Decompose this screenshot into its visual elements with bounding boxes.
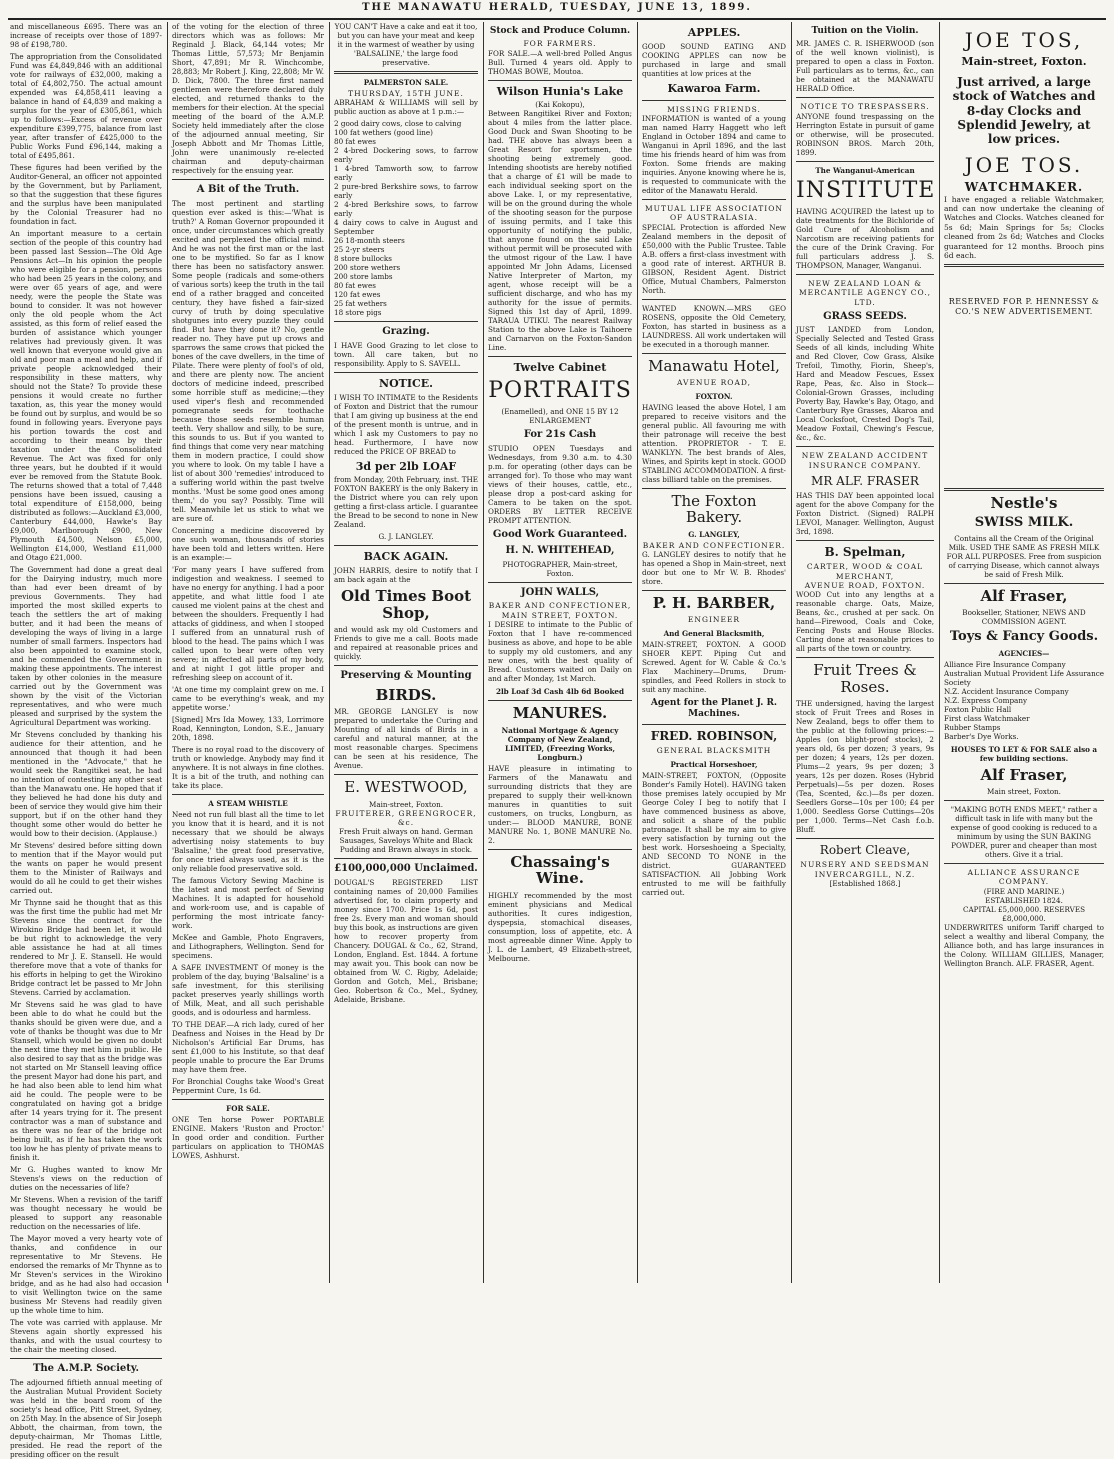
trespass-heading: NOTICE TO TRESPASSERS.	[800, 102, 930, 112]
article-paragraph: A SAFE INVESTMENT Of money is the problem of the day, buying 'Balsaline' is a safe investment, for this sterilising packet preserves yearly shillings worth of Milk, Meat, and all such perishable goods, and is odourless and harmless.	[172, 962, 324, 1017]
advert-text: G. LANGLEY desires to notify that he has opened a Shop in Main-street, next door but one to Mr W. B. Rhodes' store.	[642, 549, 786, 586]
joe-tos-address: Main-street, Foxton.	[961, 55, 1087, 68]
robinson-sub: Practical Horseshoer,	[670, 759, 758, 769]
divider	[944, 863, 1104, 864]
article-paragraph: McKee and Gamble, Photo Engravers, and Lithographers, Wellington. Send for specimens.	[172, 932, 324, 960]
divider	[172, 794, 324, 795]
hotel-address: AVENUE ROAD,	[676, 378, 752, 388]
bakery-trade: BAKER AND CONFECTIONER.	[642, 540, 786, 550]
robinson-trade: GENERAL BLACKSMITH	[656, 746, 772, 756]
cleave-heading: Robert Cleave,	[819, 843, 911, 858]
advert-text: THE undersigned, having the largest stock of Fruit Trees and Roses in New Zealand, begs to offer them to the public at the following prices:— Apples (on blight-proof stocks), 2 years old, 6s per dozen; 3 years, 9s per dozen; 4 years, 12s per dozen. Plums—2 years, 9s per dozen; 3 years, 12s per dozen. Roses (Hybrid Perpetuals)—5s per dozen. Roses (Tea, Scented, &c.)—8s per dozen. Seedlers Gorse—10s per 100; £4 per 1,000. Seedless Gorse Cuttings—20s per 1,000. Terms—Net Cash f.o.b. Bluff.	[796, 699, 934, 835]
agency-item: N.Z. Express Company	[944, 695, 1028, 705]
walls-price: 2lb Loaf 3d Cash 4lb 6d Booked	[495, 687, 625, 697]
bread-price: 3d per 2lb LOAF	[355, 459, 457, 473]
toys-heading: Toys & Fancy Goods.	[949, 629, 1099, 645]
bakery-heading: The Foxton Bakery.	[671, 491, 757, 526]
advert-text: INFORMATION is wanted of a young man named Harry Haggett who left England in October 1894 and came to Wanganui in April 1896, and the last time his friends heard of him was from Foxton. Some friends are making inquiries. Anyone knowing where he is, is requested to communicate with the editor of the Manawatu Herald.	[642, 113, 786, 195]
mutual-heading: MUTUAL LIFE ASSOCIATION OF AUSTRALASIA.	[645, 203, 783, 223]
divider	[642, 199, 786, 200]
sale-item: 80 fat ewes	[334, 281, 376, 291]
article-paragraph: The Government had done a great deal for the Dairying industry, much more than had ever been dreamt of by previous Governments. They had imported the most skilled experts to teach the settlers the art of making butter, and it had been the means of developing the ways of living in a large number of small farmers. Inspectors had also been appointed to examine stock, and he commended the Government in making these appointments. The interest taken by other colonies in the measure carried out by the Government was shown by the visit of the Victorian representatives, and who were much pleased and surprised by the system the Agricultural Department was working.	[10, 565, 162, 727]
spelman-trade: CARTER, WOOD & COAL MERCHANT,	[806, 562, 924, 581]
westwood-heading: E. WESTWOOD,	[344, 778, 468, 797]
portraits-heading: Twelve Cabinet	[513, 361, 607, 375]
portraits-text: (Enamelled), and ONE 15 BY 12 ENLARGEMENT	[501, 407, 619, 426]
sale-item: 1 4-bred Tamworth sow, to farrow early	[334, 164, 478, 183]
reserved-notice: RESERVED FOR P. HENNESSY & CO.'S NEW ADVERTISEMENT.	[948, 297, 1100, 317]
divider	[796, 161, 934, 162]
divider	[172, 1099, 324, 1100]
column-5	[638, 22, 790, 1283]
divider	[642, 590, 786, 591]
divider	[642, 299, 786, 300]
robinson-heading: FRED. ROBINSON,	[650, 729, 778, 744]
institute-pre: The Wanganui-American	[815, 165, 915, 175]
article-paragraph: and miscellaneous £695. There was an increase of receipts over those of 1897-98 of £198,780.	[10, 22, 162, 49]
alliance-heading: ALLIANCE ASSURANCE COMPANY.	[967, 868, 1081, 887]
portraits-price: For 21s Cash	[523, 429, 597, 441]
advert-text: I DESIRE to intimate to the Public of Foxton that I have re-commenced business as above, and hope to be able to supply my old customers, and any new ones, with the best quality of Bread. Customers waited on Daily on and after Monday, 1st March.	[488, 620, 632, 684]
agency-item: Foxton Public Hall	[944, 704, 1012, 714]
sale-item: 2 pure-bred Berkshire sows, to farrow early	[334, 182, 478, 201]
advert-text: STUDIO OPEN Tuesdays and Wednesdays, from 9.30 a.m. to 4.30 p.m. for operating (other days can be arranged for). To those who may want views of their houses, cattle, etc., please drop a post-card asking for Camera to be taken on the spot. ORDERS BY LETTER RECEIVE PROMPT ATTENTION.	[488, 443, 632, 525]
divider	[642, 353, 786, 354]
photographer-trade: PHOTOGRAPHER, Main-street, Foxton.	[502, 559, 618, 578]
article-paragraph: TO THE DEAF.—A rich lady, cured of her Deafness and Noises in the Head by Dr Nicholson's Artificial Ear Drums, has sent £1,000 to his Institute, so that deaf people unable to procure the Ear Drums may have them free.	[172, 1019, 324, 1074]
advert-text: ANYONE found trespassing on the Herrington Estate in pursuit of game or otherwise, will be prosecuted. ROBINSON BROS. March 20th, 1899.	[796, 111, 934, 157]
wine-heading: Chassaing's Wine.	[510, 852, 610, 888]
sale-item: 2 4-bred Dockering sows, to farrow early	[334, 146, 478, 165]
advert-text: GOOD SOUND EATING AND COOKING APPLES can now be purchased in large and small quantities at low prices at the	[642, 41, 786, 78]
amp-heading: The A.M.P. Society.	[32, 1363, 140, 1374]
advert-text: ONE Ten horse Power PORTABLE ENGINE. Makers 'Ruston and Proctor.' In good order and condition. Further particulars on application to THOMAS LOWES, Ashhurst.	[172, 1114, 324, 1160]
article-paragraph: Mr Stevens' desired before sitting down to mention that if the Mayor would put the wants on paper he would present them to the Minister of Railways and would do all he could to get their wishes carried out.	[10, 841, 162, 895]
hotel-town: FOXTON.	[695, 391, 733, 401]
alliance-text: UNDERWRITES uniform Tariff charged to select a wealthy and liberal Company, the Alliance both, and has large insurances in the Colony. WILLIAM GILLIES, Manager, Wellington Branch. ALF. FRASER, Agent.	[944, 922, 1104, 968]
sale-heading: PALMERSTON SALE.	[363, 78, 449, 87]
divider	[334, 372, 478, 373]
sale-item: 200 store lambs	[334, 272, 393, 282]
divider	[334, 858, 478, 859]
advert-text: MR. JAMES C. R. ISHERWOOD (son of the well known violinist), is prepared to open a class in Foxton. Full particulars as to terms, &c., can be obtained at the MANAWATU HERALD Office.	[796, 39, 934, 94]
apples-heading: APPLES.	[687, 26, 741, 39]
advert-text: DOUGAL'S REGISTERED LIST containing names of 20,000 Families advertised for, to claim property and money since 1700. Price 1s 6d, post free 2s. Every man and woman should buy this book, as instructions are given how to recover property from Chancery. DOUGAL & Co., 62, Strand, London, England. Est. 1844. A fortune may await you. This book can now be obtained from W. C. Rigby, Adelaide; Gordon and Gotch, Mel., Brisbane; Geo. Robertson & Co., Mel., Sydney, Adelaide, Brisbane.	[334, 877, 478, 1004]
advert-text: JOHN HARRIS, desire to notify that I am back again at the	[334, 566, 478, 585]
article-paragraph: [Signed] Mrs Ida Mowey, 133, Lorrimore Road, Kennington, London, S.E., January 20th, 1898.	[172, 714, 324, 742]
cleave-trade: NURSERY AND SEEDSMAN	[800, 860, 930, 870]
nestle-text: Contains all the Cream of the Original Milk. USED THE SAME AS FRESH MILK FOR ALL PURPOSES. Free from suspicion of carrying Disease, which cannot always be said of Fresh Milk.	[946, 533, 1102, 579]
trees-heading: Fruit Trees & Roses.	[813, 661, 917, 696]
advert-text: ABRAHAM & WILLIAMS will sell by public auction as above at 1 p.m.:—	[334, 98, 478, 117]
divider	[796, 838, 934, 839]
sale-item: 25 fat wethers	[334, 299, 387, 309]
barber-trade: ENGINEER	[687, 615, 741, 625]
sale-item: 2 4-bred Berkshire sows, to farrow early	[334, 200, 478, 219]
article-paragraph: 'For many years I have suffered from indigestion and weakness. I seemed to have no energy for anything. I had a poor appetite, and what little food I ate caused me violent pains at the chest and between the shoulders. Frequently I had attacks of giddiness, and when I stooped I suffered from an unnatural rush of blood to the head. The pains which I was called upon to bear were often very severe; in affected all parts of my body, and at night I got little proper and refreshing sleep on account of it.	[172, 564, 324, 682]
advert-text: HAVE pleasure in intimating to Farmers of the Manawatu and surrounding districts that they are prepared to supply their well-known manures in quantities to suit customers, on trucks, Longburn, as under:— BLOOD MANURE, BONE MANURE No. 1, BONE MANURE No. 2.	[488, 763, 632, 845]
institute-heading: INSTITUTE	[796, 177, 936, 203]
spelman-heading: B. Spelman,	[824, 545, 906, 560]
notice-heading: NOTICE.	[379, 376, 433, 390]
produce-sub: FOR FARMERS.	[523, 39, 597, 49]
alliance-established: ESTABLISHED 1824.	[985, 895, 1063, 905]
article-paragraph: 'At one time my complaint grew on me. I came to be everything's weak, and my appetite worse.'	[172, 684, 324, 712]
cleave-town: INVERCARGILL, N.Z.	[814, 869, 916, 879]
barber-heading: P. H. BARBER,	[652, 593, 776, 612]
sale-item: 26 18-month steers	[334, 236, 405, 246]
advert-text: and would ask my old Customers and Friends to give me a call. Boots made and repaired at reasonable prices and quickly.	[334, 625, 478, 662]
divider	[334, 774, 478, 775]
article-paragraph: Mr Stevens. When a revision of the tariff was thought necessary he would be pleased to support any reasonable reduction on the necessaries of life.	[10, 1195, 162, 1231]
article-paragraph: The famous Victory Sewing Machine is the latest and most perfect of Sewing Machines. It is adapted for household and work-room use, and is capable of performing the most intricate fancy-work.	[172, 875, 324, 930]
watchmaker-heading: WATCHMAKER.	[964, 179, 1084, 194]
nestle-sub: SWISS MILK.	[974, 514, 1074, 530]
column-4	[484, 22, 636, 1283]
advert-text: Between Rangitikei River and Foxton; about 4 miles from the latter place. Good Duck and Swan Shooting to be had. THE above has always been a Great Resort for sportsmen, the shooting being extremely good. Intending shootists are hereby notified that a charge of £1 will be made to each individual seeking sport on the above Lake. I, or my representative, will be on the ground during the whole of the shooting season for the purpose of issuing permits, and I take this opportunity of notifying the public, that anyone found on the said Lake without permit will be prosecuted with the utmost rigour of the Law. I have appointed Mr John Adams, Licensed Native Interpreter of Marton, my agent, whose receipt will be a sufficient discharge, and who has my authority for the issue of permits. Signed this 1st day of April, 1899. TARAUA UTIKU. The nearest Railway Station to the above Lake is Taihoere and Carnarvon on the Foxton-Sandon Line.	[488, 109, 632, 353]
bakery-name: G. LANGLEY,	[688, 529, 740, 539]
article-paragraph: The appropriation from the Consolidated Fund was £4,849,846 with an additional vote for railways of £32,000, making a total of £4,802,750. The actual amount expended was £4,858,411 leaving a balance in hand of £4,839 and making a surplus for the year of £305,861, which up to follows:—Excess of revenue over expenditure £399,775, balance from last year, after transfer of £425,000 to the Public Works Fund £96,144, making a total of £495,861.	[10, 52, 162, 160]
alliance-capital: CAPITAL £5,000,000. RESERVES £8,000,000.	[962, 904, 1086, 923]
divider	[488, 80, 632, 81]
article-paragraph: An important measure to a certain section of the people of this country had been passed last Session—The Old Age Pensions Act—In his opinion the people who were eligible for a pension, persons who had been 25 years in the colony, and were over 65 years of age, and were needy, were the people the State was bound to consider. It was not however only the old people whom the Act assisted, as this form of relief eased the burden of assistance which younger relatives had previously given. It was well known that everyone would give an old and poor man a meal and help, and if private people acknowledged their responsibility in these matters, why should not the State? To provide these pensions it would create no further taxation, as, this year the money would be found out by surplus, and would be so found in following years. Everyone pays his portion towards the cost and according to their means by their taxation under the Consolidated Revenue. The Act was fixed for only three years, but he doubted if it would ever be removed from the Statute Book. The returns showed that a total of 7,448 pensions have been issued, causing a total expenditure of £158,000, being distributed as follows:—Auckland £3,000, Canterbury £44,000, Hawke's Bay £9,000, Marlborough £900, New Plymouth £4,500, Nelson £5,000, Wellington £14,000, Westland £11,000 and Otago £21,000.	[10, 229, 162, 562]
joe-tos-heading-2: JOE TOS.	[964, 152, 1084, 177]
advert-text: WANTED KNOWN.—MRS GEO ROSENS, opposite the Old Cemetery, Foxton, has started in business as a LAUNDRESS. All work undertaken will be executed in a thorough manner.	[642, 303, 786, 349]
agency-item: Alliance Fire Insurance Company	[944, 659, 1066, 669]
guarantee-heading: Good Work Guaranteed.	[492, 528, 628, 540]
sunbaking-text: "MAKING BOTH ENDS MEET," rather a difficult task in life with many but the expense of good cooking is reduced to a minimum by using the SUN BAKING POWDER, purer and cheaper than most others. Give it a trial.	[950, 805, 1098, 860]
produce-heading: Stock and Produce Column.	[489, 26, 631, 36]
westwood-address: Main-street, Foxton.	[368, 799, 444, 809]
advert-text: WOOD Cut into any lengths at a reasonable charge. Oats, Maize, Beans, &c., crushed at per sack. On hand—Firewood, Coals and Coke, Fencing Posts and House Blocks. Carting done at reasonable prices to all parts of the town or country.	[796, 590, 934, 654]
alliance-sub: (FIRE AND MARINE.)	[983, 886, 1065, 896]
divider	[642, 488, 786, 489]
agency-item: N.Z. Accident Insurance Company	[944, 686, 1069, 696]
joe-tos-heading: JOE TOS,	[964, 28, 1084, 52]
whistle-heading: A STEAM WHISTLE	[208, 798, 288, 808]
accident-heading: NEW ZEALAND ACCIDENT INSURANCE COMPANY.	[801, 451, 929, 470]
advert-text: HAVING leased the above Hotel, I am prepared to receive visitors and the general public. All favouring me with their patronage will receive the best attention. PROPRIETOR - T. E. WANKLYN. The best brands of Ales, Wines, and Spirits kept in stock. GOOD STABLING ACCOMMODATION. A first-class billiard table on the premises.	[642, 402, 786, 484]
divider	[10, 1358, 162, 1359]
advert-text: Fresh Fruit always on hand. German Sausages, Saveloys White and Black Pudding and Brawn always in stock.	[339, 827, 473, 855]
grazing-heading: Grazing.	[382, 326, 430, 338]
agency-item: Australian Mutual Provident Life Assurance Society	[944, 668, 1104, 687]
missing-heading: MISSING FRIENDS.	[667, 104, 761, 114]
article-paragraph: Mr Thynne said he thought that as this was the first time the public had met Mr Stevens since the contract for the Wirokino Bridge had been let, it would be but right to acknowledge the very able assistance he had at all times rendered to Mr J. E. Stansell. He would therefore move that a vote of thanks for his efforts in helping to get the Wirokino Bridge contract let be passed to Mr John Stevens. Carried by acclamation.	[10, 898, 162, 997]
column-6	[792, 22, 938, 1283]
unclaimed-heading: £100,000,000 Unclaimed.	[334, 863, 478, 875]
hotel-heading: Manawatu Hotel,	[648, 356, 780, 375]
manures-heading: MANURES.	[512, 704, 608, 723]
article-paragraph: For Bronchial Coughs take Wood's Great Peppermint Cure, 1s 6d.	[172, 1076, 324, 1095]
joe-tos-advert	[940, 22, 1108, 482]
divider	[944, 488, 1104, 491]
sale-item: 120 fat ewes	[334, 290, 381, 300]
sale-item: 8 store bullocks	[334, 254, 392, 264]
westwood-trade: FRUITERER, GREENGROCER, &c.	[335, 808, 477, 827]
article-paragraph: Concerning a medicine discovered by one such woman, thousands of stories have been told and letters written. Here is an example:—	[172, 525, 324, 562]
divider	[944, 264, 1104, 267]
sale-item: 80 fat ewes	[334, 137, 376, 147]
advert-text: HAS THIS DAY been appointed local agent for the above Company for the Foxton District. (Signed) RALPH LEVOI, Manager. Wellington, August 3rd, 1898.	[796, 491, 934, 537]
divider	[796, 97, 934, 98]
advert-signature: G. J. LANGLEY.	[378, 532, 434, 542]
sale-item: 200 store wethers	[334, 263, 401, 273]
sale-item: 4 dairy cows to calve in August and September	[334, 218, 478, 237]
fraser2-heading: Alf Fraser,	[980, 765, 1068, 784]
spelman-address: AVENUE ROAD, FOXTON.	[804, 580, 926, 590]
agency-item: Barber's Dye Works.	[944, 731, 1019, 741]
article-paragraph: Mr G. Hughes wanted to know Mr Stevens's views on the reduction of duties on the necessaries of life?	[10, 1165, 162, 1192]
advert-text: I HAVE Good Grazing to let close to town. All care taken, but no responsibility. Apply to S. SAVELL.	[334, 340, 478, 368]
boot-shop-heading: Old Times Boot Shop,	[340, 587, 472, 622]
divider	[488, 356, 632, 357]
back-heading: BACK AGAIN.	[363, 550, 449, 564]
right-lower-column	[940, 484, 1108, 1283]
apples-farm: Kawaroa Farm.	[667, 81, 761, 95]
divider	[642, 100, 786, 101]
houses-notice: HOUSES TO LET & FOR SALE also a few building sections.	[950, 744, 1098, 763]
advert-text: MR. GEORGE LANGLEY is now prepared to undertake the Curing and Mounting of all kinds of Birds in a careful and natural manner, at the most reasonable charges. Specimens can be seen at his residence, The Avenue.	[334, 707, 478, 771]
barber-sub: And General Blacksmith,	[663, 628, 765, 638]
column-2	[168, 22, 328, 1283]
article-paragraph: The adjourned fiftieth annual meeting of the Australian Mutual Provident Society was held in the board room of the society's head office, Pitt Street, Sydney, on 25th May. In the absence of Sir Joseph Abbott, the chairman, from town, the deputy-chairman, Mr Thomas Little, presided. He read the report of the presiding officer on the result	[10, 1377, 162, 1459]
article-paragraph: The most pertinent and startling question ever asked is this:—'What is truth?' A Roman Governor propounded it once, under circumstances which greatly excited and perplexed the official mind. And he was not the first man or the last one to be mystified. So far as I know there has been no satisfactory answer. Some people (radicals and some-others of various sorts) keep the truth in the tail end of a rather bragged and conceited century, they have fished a fair-sized curvy of truth by doing speculative shotgunes into every puzzle they could find. But have they done it? No, gentle reader no. They have put up crows and sparrows the same crows that picked the bones of the cave dwellers, in the time of Pilate. There were plenty of fool's of old, and there are plenty now. The ancient doctors of medicine indeed, prescribed some horrible stuff as medicine;—they used viper's flesh and recommended pomegranate seeds for toothache because those seeds resemble human teeth. Very shallow and silly, to be sure, this sounds to us. But if you wanted to find things that come very near matching them in modern practice, I could show you where to look. On my table I have a list of about 300 'remedies' introduced to a suffering world within the past twelve months. 'Must be some good ones among them,' do you say? Possibly. Time will tell. Meanwhile let us stick to what we are sure of.	[172, 198, 324, 523]
advert-text: I WISH TO INTIMATE to the Residents of Foxton and District that the rumour that I am giving up business at the end of the present month is untrue, and in which I ask my Customers to pay no head. Furthermore, I have now reduced the PRICE OF BREAD to	[334, 392, 478, 456]
walls-heading: JOHN WALLS,	[520, 586, 600, 598]
manures-company: National Mortgage & Agency Company of New Zealand, LIMITED, (Freezing Works, Longburn.)	[501, 725, 619, 762]
forsale-heading: FOR SALE.	[226, 1103, 270, 1113]
divider	[334, 545, 478, 546]
sale-item: 18 store pigs	[334, 308, 382, 318]
joe-tos-arrivals: Just arrived, a large stock of Watches and 8-day Clocks and Splendid Jewelry, at low prices.	[952, 74, 1096, 147]
advert-text: MAIN-STREET, FOXTON, (Opposite Bonder's Family Hotel). HAVING taken those premises lately occupied by Mr George Coley I beg to notify that I have commenced business as above, and solicit a share of the public patronage. It shall be my aim to give every satisfaction by turning out the best work. Horseshoeing a Specialty, AND SECOND TO NONE in the district. GUARANTEED SATISFACTION. All Jobbing Work entrusted to me will be faithfully carried out.	[642, 770, 786, 897]
cleave-established: [Established 1868.]	[829, 879, 901, 889]
advert-text: HAVING ACQUIRED the latest up to date treatments for the Bichloride of Gold Cure of Alcoholism and Narcotism are receiving patients for the cure of the Drink Craving. For full particulars address J. S. THOMPSON, Manager, Wanganui.	[796, 206, 934, 270]
advert-text: JUST LANDED from London, Specially Selected and Tested Grass Seeds of all kinds, including White and Red Clover, Cow Grass, Alsike Trefoil, Timothy, Fiorin, Sheep's, Hard and Meadow Fescues, Essex Rape, Peas, &c. Also in Stock—Colonial-Grown Grasses, including Poverty Bay, Hawke's Bay, Otago, and Canterbury Rye Grasses, Akaroa and Local Cocksfoot, Crested Dog's Tail, Meadow Foxtail, Chewing's Fescue, &c., &c.	[796, 325, 934, 443]
birds-title: BIRDS.	[375, 685, 437, 704]
article-paragraph: There is no royal road to the discovery of truth or knowledge. Anybody may find it anywhere. It is not always in fine clothes. It is a bit of the truth, and nothing can take its place.	[172, 744, 324, 790]
divider	[944, 583, 1104, 584]
article-paragraph: Need not run full blast all the time to let you know that it is heard, and it is not necessary that we should be always advertising noisy statements to buy 'Balsaline,' the great food preservative, for once tried always used, as it is the only reliable food preservative sold.	[172, 809, 324, 873]
article-paragraph: The Mayor moved a very hearty vote of thanks, and confidence in our representative to Mr Stevens. He endorsed the remarks of Mr Thynne as to Mr Steven's services in the Wirokino bridge, and as he had also had occasion to visit Wellington twice on the same business Mr Stevens had readily given up the whole time to him.	[10, 1234, 162, 1315]
divider	[796, 540, 934, 541]
sale-item: 2 good dairy cows, close to calving	[334, 119, 462, 129]
divider	[488, 849, 632, 850]
divider	[488, 700, 632, 701]
fraser1-trade: Bookseller, Stationer, NEWS AND COMMISSION AGENT.	[962, 608, 1086, 627]
article-paragraph: Mr Stevens said he was glad to have been able to do what he could but the thanks should be given were due, and a vote of thanks be thought was due to Mr Stansell, which would be given no doubt the next time they met him in public. He also desired to say that as the bridge was not started on Mr Stansell leaving office the present Mayor had done his part, and he had also been able to lend him what aid he could. The people were to be congratulated on having got a bridge after 14 years trying for it. The present contractor was a man of substance and as there was no fear of the bridge not being built, as if he has taken the work too low he has plenty of private means to finish it.	[10, 1000, 162, 1162]
divider	[334, 665, 478, 666]
divider	[334, 321, 478, 322]
advert-text: HIGHLY recommended by the most eminent physicians and Medical authorities. It cures indigestion, dyspepsia, stomachical diseases, consumption, loss of appetite, etc. A most agreeable dinner Wine. Apply to J. L. de Lambert, 49 Elizabeth-street, Melbourne.	[488, 890, 632, 963]
column-1	[6, 22, 166, 1459]
divider	[334, 71, 478, 74]
birds-heading: Preserving & Mounting	[340, 670, 472, 682]
divider	[796, 446, 934, 447]
agency-item: Rubber Stamps	[944, 722, 1001, 732]
seeds-heading: GRASS SEEDS.	[823, 310, 907, 322]
agency-item: First class Watchmaker	[944, 713, 1030, 723]
column-3	[330, 22, 482, 1283]
loan-heading: NEW ZEALAND LOAN & MERCANTILE AGENCY CO., LTD.	[798, 278, 932, 307]
truth-heading: A Bit of the Truth.	[196, 184, 300, 195]
photographer-name: H. N. WHITEHEAD,	[505, 545, 615, 557]
sale-date: THURSDAY, 15TH JUNE.	[348, 89, 464, 98]
watchmaker-text: I have engaged a reliable Watchmaker, and can now undertake the cleaning of Watches and Clocks. Watches cleaned for 5s 6d; Main Springs for 5s; Clocks cleaned from 2s 6d; Watches and Clocks guaranteed for 12 months. Brooch pins 6d each.	[944, 194, 1104, 260]
violin-heading: Tuition on the Violin.	[811, 26, 919, 36]
article-paragraph: Mr Stevens concluded by thanking his audience for their attention, and he announced that though it had been mentioned in the "Advocate," that he would seek the Rangitikei seat, he had no intention of contesting any other seat than the Manawatu one. He hoped that if they believed he had done his duty and been of service they would give him their support, but if on the other hand they thought some other would do better he would bow to their decision. (Applause.)	[10, 730, 162, 838]
divider	[642, 724, 786, 725]
advert-text: MAIN-STREET, FOXTON. A GOOD SHOER KEPT. Piping Cut and Screwed. Agent for W. Cable & Co.'s Flax Machinery—Drums, Drum-spindles, and Feed Rollers in stock to suit any machine.	[642, 639, 786, 694]
portraits-title: PORTRAITS	[488, 378, 632, 404]
divider	[172, 179, 324, 180]
divider	[796, 274, 934, 275]
fraser1-heading: Alf Fraser,	[980, 586, 1068, 605]
advert-text: FOR SALE.—A well-bred Polled Angus Bull. Turned 4 years old. Apply to THOMAS BOWE, Moutoa.	[488, 48, 632, 76]
divider	[796, 657, 934, 658]
article-paragraph: of the voting for the election of three directors which was as follows: Mr Reginald J. Black, 64,144 votes; Mr Thomas Little, 57,573; Mr Benjamin Short, 47,891; Mr R. Winchcombe, 28,883; Mr Robert J. King, 22,808; Mr W. D. Dick, 7800. The three first named gentlemen were therefore declared duly elected, and returned thanks to the members for their election. At the special meeting of the board of the A.M.P. Society held immediately after the close of the adjourned annual meeting, Sir Joseph Abbott and Mr Thomas Little, John were unanimously re-elected chairman and deputy-chairman respectively for the ensuing year.	[172, 22, 324, 175]
lake-heading: Wilson Hunia's Lake	[496, 84, 624, 98]
article-paragraph: The vote was carried with applause. Mr Stevens again shortly expressed his thanks, and with the usual courtesy to the chair the meeting closed.	[10, 1318, 162, 1354]
article-paragraph: These figures had been verified by the Auditor-General, an officer not appointed by the Government, but by Parliament, so that the suggestion that these figures and the surplus have been manipulated by the Colonial Treasurer had no foundation in fact.	[10, 163, 162, 226]
fraser-heading: MR ALF. FRASER	[811, 474, 919, 489]
divider	[944, 800, 1104, 801]
nestle-heading: Nestle's	[990, 494, 1058, 512]
advert-text: SPECIAL Protection is afforded New Zealand members in the deposit of £50,000 with the Public Trustee. Table A.B. offers a first-class investment with a good rate of interest. ARTHUR B. GIBSON, Resident Agent. District Office, Mutual Chambers, Palmerston North.	[642, 222, 786, 295]
sale-item: 100 fat wethers (good line)	[334, 128, 433, 138]
fraser2-address: Main street, Foxton.	[987, 787, 1061, 797]
sale-item: 25 2-yr steers	[334, 245, 385, 255]
masthead: THE MANAWATU HERALD, TUESDAY, JUNE 13, 1899.	[8, 2, 1106, 20]
advert-text: from Monday, 20th February, inst. THE FOXTON BAKERY is the only Bakery in the District where you can rely upon getting a first-class article. I guarantee the Bread to be second to none in New Zealand.	[334, 475, 478, 530]
agencies-heading: AGENCIES—	[998, 648, 1050, 658]
planet-heading: Agent for the Planet J. R. Machines.	[650, 697, 778, 719]
lake-sub: (Kai Kokopu),	[535, 100, 585, 110]
walls-trade: BAKER AND CONFECTIONER, MAIN STREET, FOXTON.	[488, 601, 632, 620]
divider	[488, 582, 632, 583]
advert-text: YOU CAN'T Have a cake and eat it too, but you can have your meat and keep it in the warmest of weather by using 'BALSALINE,' the large food preservative.	[334, 22, 478, 67]
